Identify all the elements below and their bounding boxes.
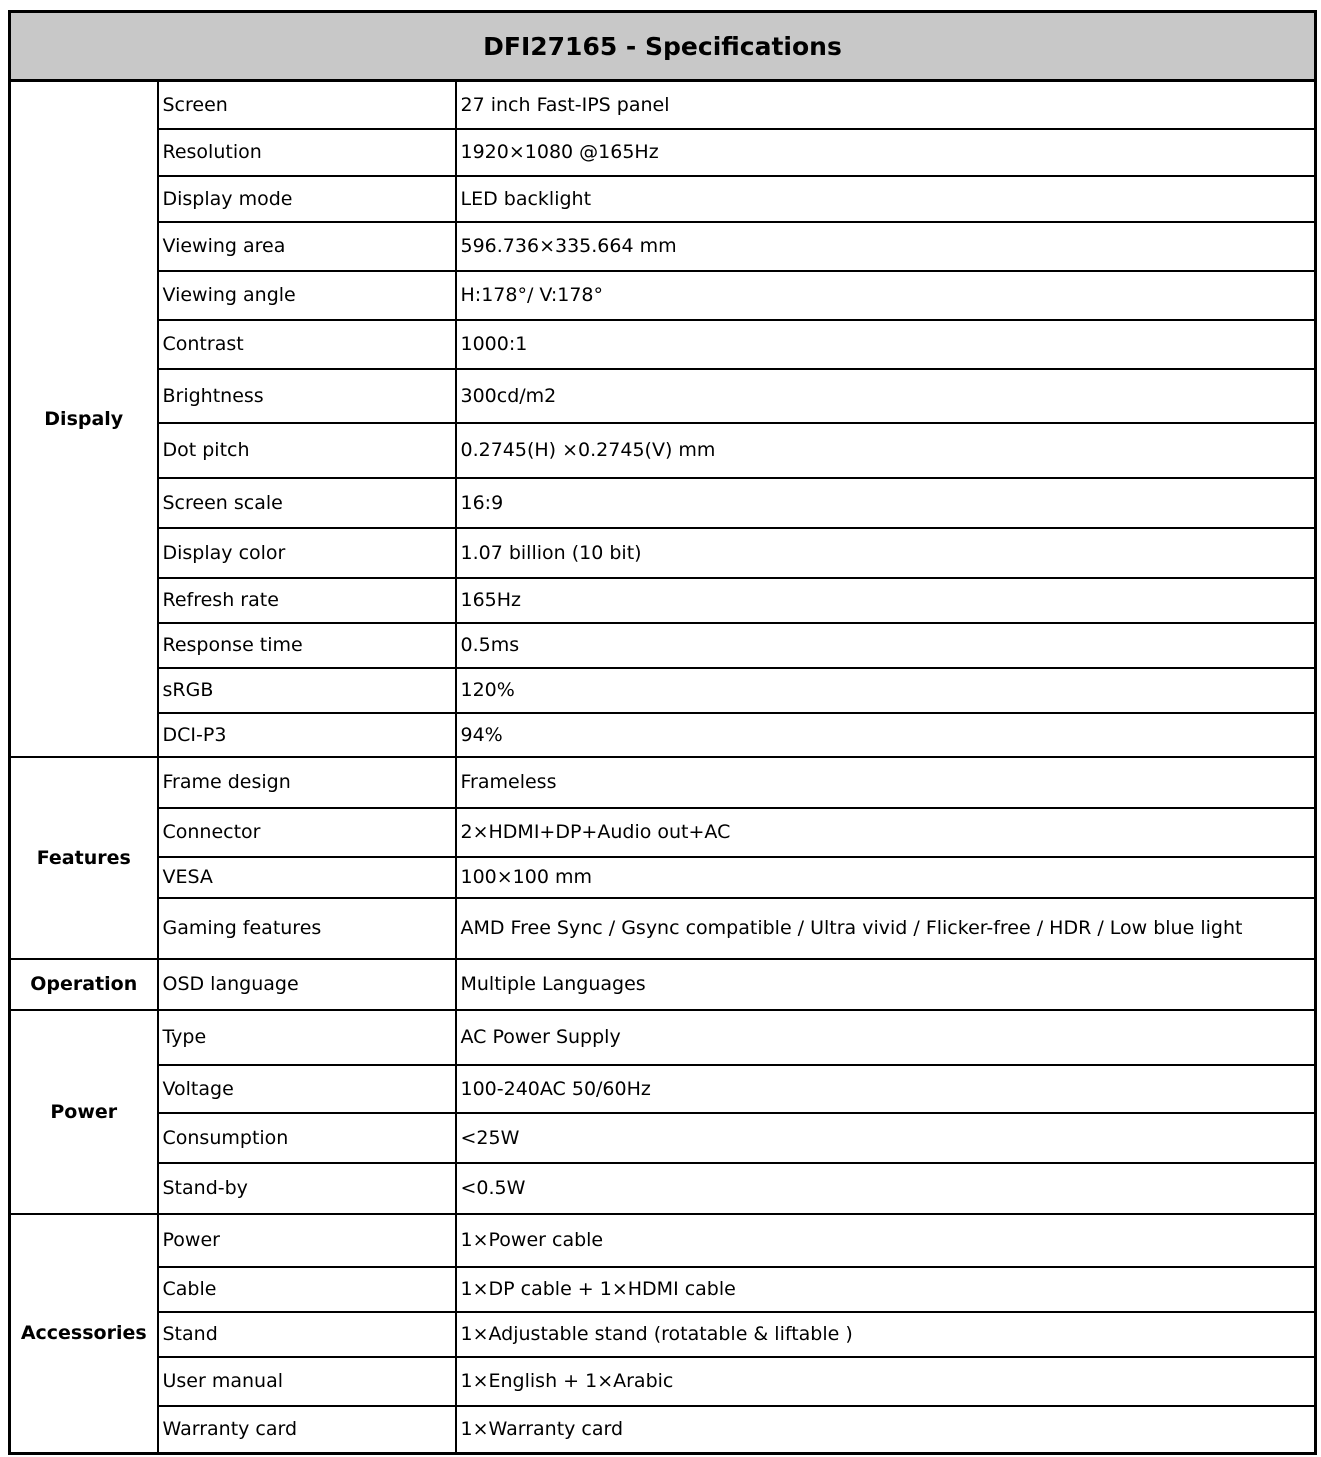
- spec-label: Display mode: [158, 176, 456, 222]
- spec-label: Stand-by: [158, 1163, 456, 1214]
- spec-value: 100×100 mm: [456, 857, 1316, 898]
- spec-value: 27 inch Fast-IPS panel: [456, 81, 1316, 129]
- spec-value: Frameless: [456, 757, 1316, 808]
- spec-value: Multiple Languages: [456, 959, 1316, 1010]
- table-row: [10, 423, 1316, 478]
- spec-value: 1920×1080 @165Hz: [456, 129, 1316, 176]
- spec-label: Connector: [158, 808, 456, 857]
- spec-label: Contrast: [158, 320, 456, 369]
- group-label: Operation: [10, 959, 158, 1010]
- spec-value: 1×Power cable: [456, 1214, 1316, 1267]
- spec-value: 2×HDMI+DP+Audio out+AC: [456, 808, 1316, 857]
- table-row: [10, 959, 1316, 1010]
- spec-value: 1000:1: [456, 320, 1316, 369]
- table-row: [10, 1214, 1316, 1267]
- spec-label: Display color: [158, 528, 456, 578]
- table-row: [10, 478, 1316, 528]
- spec-value: AMD Free Sync / Gsync compatible / Ultra vivid / Flicker-free / HDR / Low blue light: [456, 898, 1316, 959]
- spec-label: Resolution: [158, 129, 456, 176]
- spec-value: 1×English + 1×Arabic: [456, 1357, 1316, 1406]
- spec-value: 300cd/m2: [456, 369, 1316, 423]
- spec-label: Frame design: [158, 757, 456, 808]
- spec-value: 0.2745(H) ×0.2745(V) mm: [456, 423, 1316, 478]
- spec-label: Screen scale: [158, 478, 456, 528]
- spec-label: Voltage: [158, 1065, 456, 1113]
- spec-label: Viewing area: [158, 222, 456, 271]
- table-title: DFI27165 - Specifications: [10, 12, 1316, 81]
- group-label: Features: [10, 757, 158, 959]
- spec-value: 1×Warranty card: [456, 1406, 1316, 1454]
- table-row: [10, 808, 1316, 857]
- group-label: Accessories: [10, 1214, 158, 1454]
- group-label: Dispaly: [10, 81, 158, 757]
- table-row: [10, 713, 1316, 757]
- spec-value: 0.5ms: [456, 623, 1316, 668]
- spec-label: Cable: [158, 1267, 456, 1312]
- spec-value: 165Hz: [456, 578, 1316, 623]
- spec-label: Warranty card: [158, 1406, 456, 1454]
- spec-value: 120%: [456, 668, 1316, 713]
- spec-label: Dot pitch: [158, 423, 456, 478]
- spec-value: 1×Adjustable stand (rotatable & liftable ): [456, 1312, 1316, 1357]
- table-row: [10, 1163, 1316, 1214]
- table-row: [10, 1010, 1316, 1065]
- spec-label: DCI-P3: [158, 713, 456, 757]
- specifications-table: [8, 10, 1317, 1455]
- table-row: [10, 1113, 1316, 1163]
- spec-value: <25W: [456, 1113, 1316, 1163]
- spec-value: 1×DP cable + 1×HDMI cable: [456, 1267, 1316, 1312]
- table-row: [10, 320, 1316, 369]
- spec-label: Power: [158, 1214, 456, 1267]
- table-row: [10, 81, 1316, 129]
- spec-label: VESA: [158, 857, 456, 898]
- table-row: [10, 222, 1316, 271]
- table-row: [10, 1065, 1316, 1113]
- spec-value: H:178°/ V:178°: [456, 271, 1316, 320]
- spec-value: 16:9: [456, 478, 1316, 528]
- spec-label: Gaming features: [158, 898, 456, 959]
- spec-label: Brightness: [158, 369, 456, 423]
- table-row: [10, 528, 1316, 578]
- table-row: [10, 176, 1316, 222]
- table-row: [10, 369, 1316, 423]
- table-row: [10, 271, 1316, 320]
- table-row: [10, 668, 1316, 713]
- spec-label: Response time: [158, 623, 456, 668]
- table-row: [10, 757, 1316, 808]
- spec-label: OSD language: [158, 959, 456, 1010]
- table-row: [10, 1357, 1316, 1406]
- spec-label: Screen: [158, 81, 456, 129]
- table-row: [10, 1312, 1316, 1357]
- table-row: [10, 857, 1316, 898]
- group-label: Power: [10, 1010, 158, 1214]
- spec-value: 596.736×335.664 mm: [456, 222, 1316, 271]
- spec-label: sRGB: [158, 668, 456, 713]
- table-row: [10, 1406, 1316, 1454]
- table-row: [10, 578, 1316, 623]
- spec-label: Type: [158, 1010, 456, 1065]
- spec-label: Consumption: [158, 1113, 456, 1163]
- spec-value: <0.5W: [456, 1163, 1316, 1214]
- spec-label: Viewing angle: [158, 271, 456, 320]
- spec-label: User manual: [158, 1357, 456, 1406]
- spec-label: Refresh rate: [158, 578, 456, 623]
- table-row: [10, 623, 1316, 668]
- spec-value: 94%: [456, 713, 1316, 757]
- spec-label: Stand: [158, 1312, 456, 1357]
- spec-value: LED backlight: [456, 176, 1316, 222]
- spec-value: 1.07 billion (10 bit): [456, 528, 1316, 578]
- table-row: [10, 1267, 1316, 1312]
- title-row: [10, 12, 1316, 81]
- spec-value: 100-240AC 50/60Hz: [456, 1065, 1316, 1113]
- table-row: [10, 129, 1316, 176]
- spec-value: AC Power Supply: [456, 1010, 1316, 1065]
- table-row: [10, 898, 1316, 959]
